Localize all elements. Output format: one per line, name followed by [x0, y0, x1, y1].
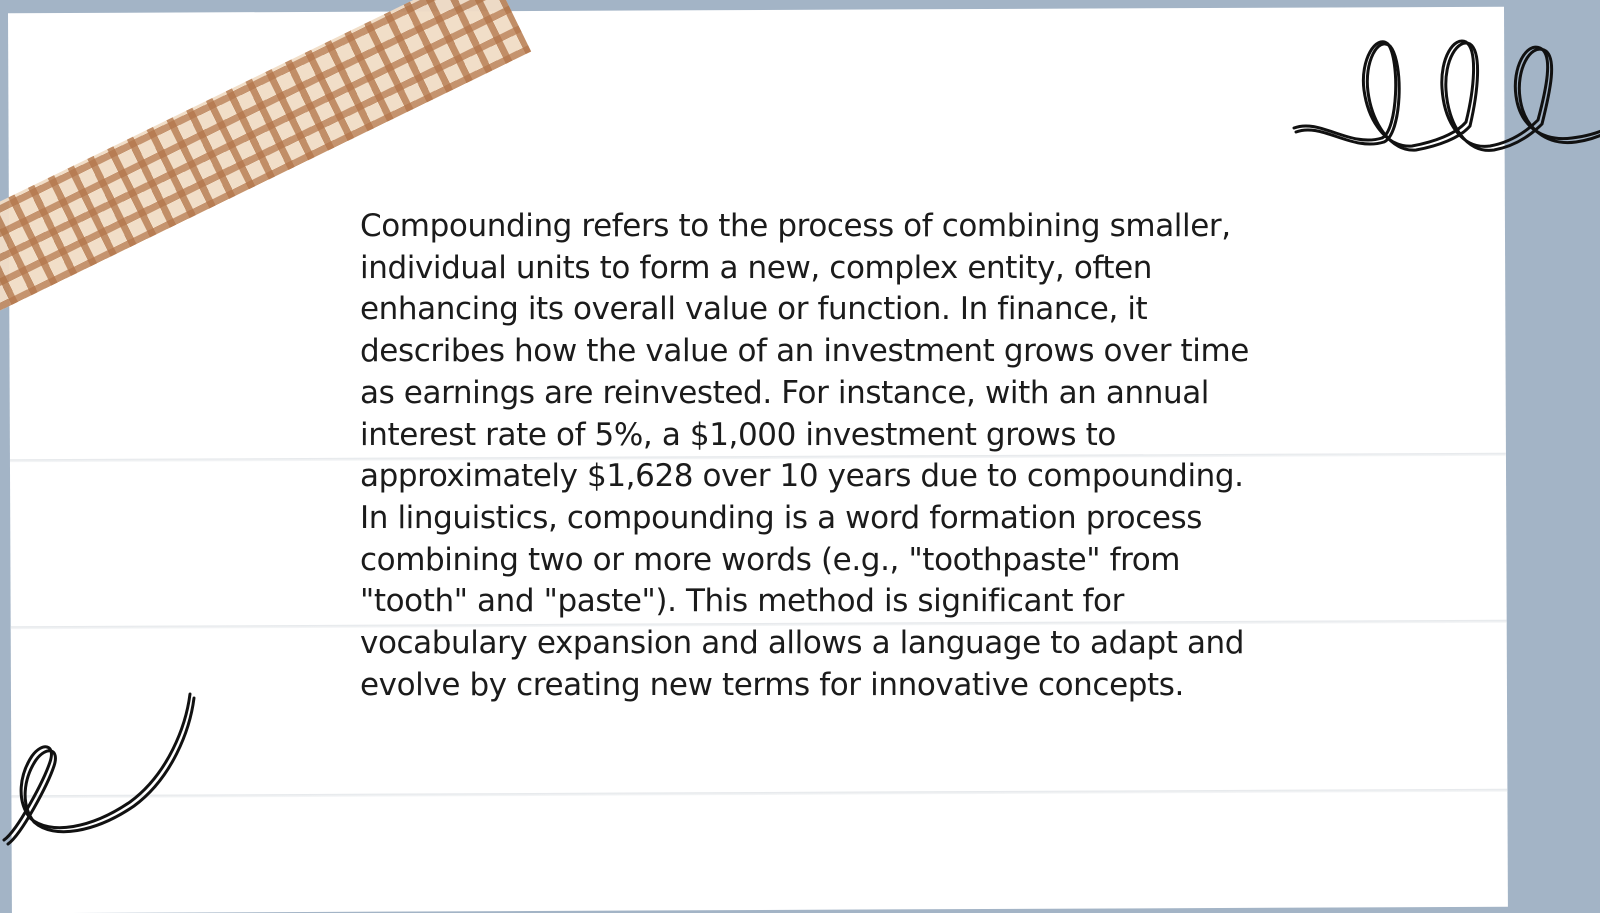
body-paragraph: Compounding refers to the process of combining smaller, individual units to form a new, complex entity, often enhancing its overall value or function. In finance, it describes how the value of an investment grows over time as earnings are reinvested. For instance, with an annual interest rate of 5%, a $1,000 investment grows to approximately $1,628 over 10 years due to compounding. In linguistics, compounding is a word formation process combining two or more words (e.g., "toothpaste" from "tooth" and "paste"). This method is significant for vocabulary expansion and allows a language to adapt and evolve by creating new terms for innovative concepts. — [360, 208, 1249, 703]
swoosh-squiggle-icon — [0, 690, 210, 850]
loop-squiggle-icon — [1290, 30, 1600, 170]
paper-fold-line — [11, 789, 1507, 799]
